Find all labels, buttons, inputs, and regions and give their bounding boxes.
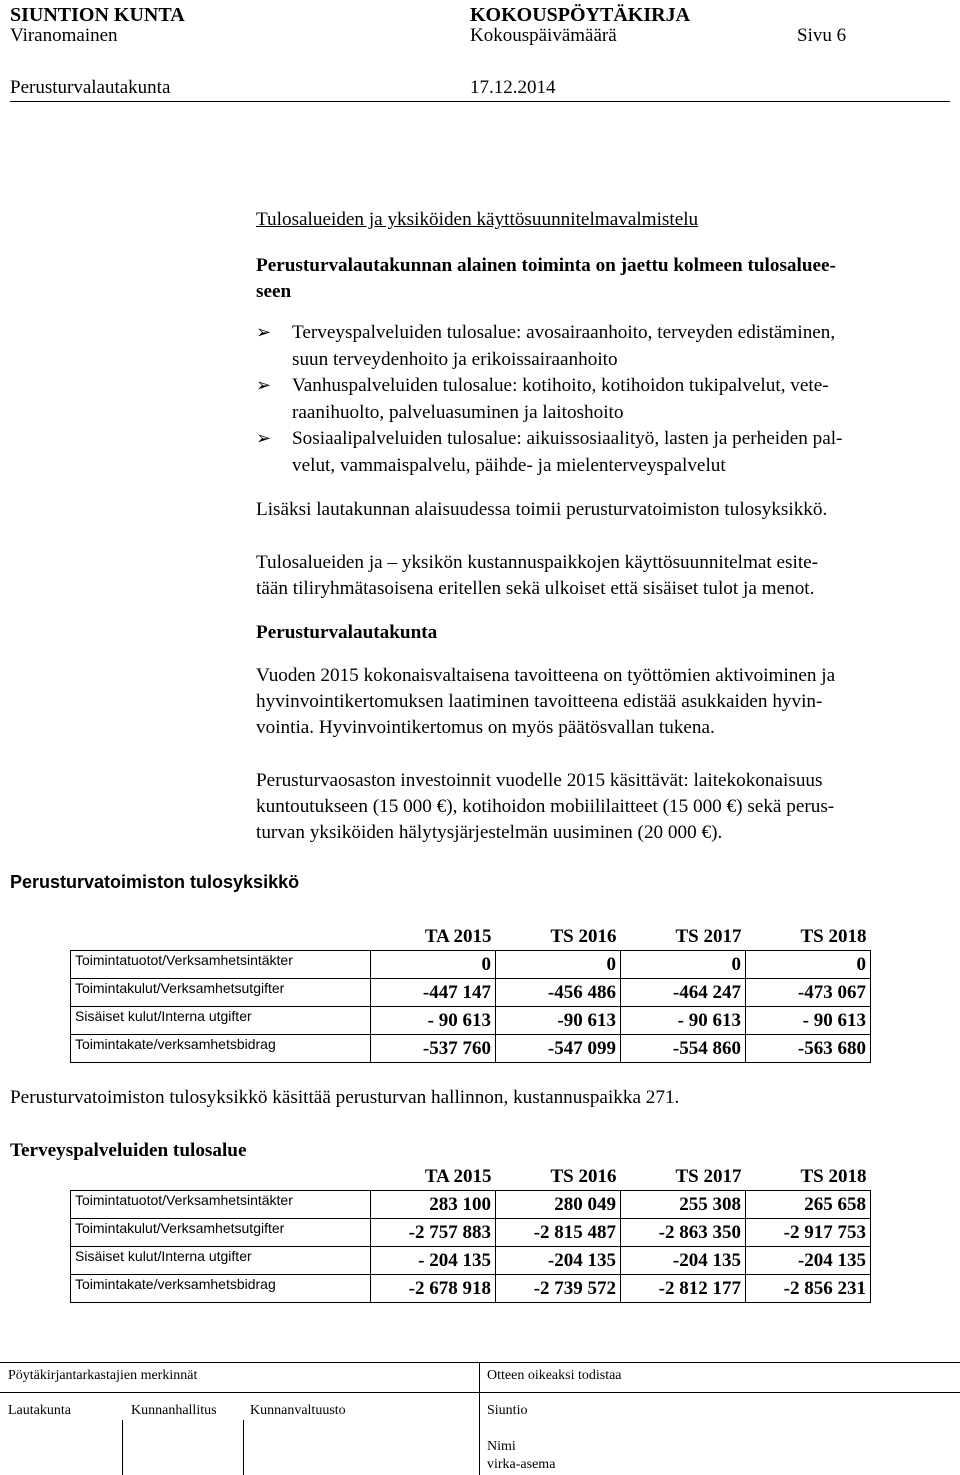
intro-bold-line-1: Perusturvalautakunnan alainen toiminta on jaettu kolmeen tulosaluee-: [256, 255, 836, 276]
table-cell: 283 100: [371, 1191, 496, 1219]
column-header: TS 2017: [675, 1166, 742, 1187]
column-header: TA 2015: [424, 1166, 492, 1187]
table-cell: -464 247: [621, 979, 746, 1007]
column-header: TS 2016: [550, 1166, 617, 1187]
table-cell: 265 658: [746, 1191, 871, 1219]
table-row: [71, 951, 871, 979]
table-cell: -2 739 572: [496, 1275, 621, 1303]
authority-label: Viranomainen: [10, 25, 118, 46]
table-cell: -2 917 753: [746, 1219, 871, 1247]
table-cell: -2 856 231: [746, 1275, 871, 1303]
table-cell: -2 757 883: [371, 1219, 496, 1247]
table-row: [71, 1035, 871, 1063]
row-label: Toimintatuotot/Verksamhetsintäkter: [71, 1191, 371, 1219]
para-invest-line-2: kuntoutukseen (15 000 €), kotihoidon mobiililaitteet (15 000 €) sekä perus-: [256, 796, 835, 817]
table-cell: -2 678 918: [371, 1275, 496, 1303]
bullet-line: Vanhuspalveluiden tulosalue: kotihoito, kotihoidon tukipalvelut, vete-: [292, 375, 829, 396]
meeting-date: 17.12.2014: [470, 77, 556, 98]
column-header: TS 2017: [675, 926, 742, 947]
table-cell: -204 135: [496, 1247, 621, 1275]
section-title: Tulosalueiden ja yksiköiden käyttösuunnitelmavalmistelu: [256, 209, 699, 230]
header-rule: [10, 101, 950, 102]
footer-lautakunta: Lautakunta: [8, 1403, 71, 1418]
table-cell: -447 147: [371, 979, 496, 1007]
bullet-line: raanihuolto, palveluasuminen ja laitoshoito: [292, 401, 624, 423]
arrow-bullet-icon: ➢: [256, 428, 272, 449]
table-cell: -2 863 350: [621, 1219, 746, 1247]
column-header: TA 2015: [424, 926, 492, 947]
date-label: Kokouspäivämäärä: [470, 25, 617, 46]
table-cell: -473 067: [746, 979, 871, 1007]
table-header-row: [71, 1164, 871, 1191]
footer-title-label: virka-asema: [487, 1457, 556, 1472]
table-cell: 0: [746, 951, 871, 979]
para-tulosalueet-line-2: tään tiliryhmätasoisena eritellen sekä ulkoiset että sisäiset tulot ja menot.: [256, 578, 815, 599]
footer-kunnanvaltuusto: Kunnanvaltuusto: [250, 1403, 346, 1418]
arrow-bullet-icon: ➢: [256, 322, 272, 343]
footer-name-label: Nimi: [487, 1439, 516, 1454]
intro-bold-line-2: seen: [256, 281, 292, 302]
table-cell: -456 486: [496, 979, 621, 1007]
table-row: [71, 979, 871, 1007]
table-cell: 0: [496, 951, 621, 979]
table-cell: -547 099: [496, 1035, 621, 1063]
row-label: Sisäiset kulut/Interna utgifter: [71, 1247, 371, 1275]
table-cell: -204 135: [621, 1247, 746, 1275]
para-lisaksi: Lisäksi lautakunnan alaisuudessa toimii perusturvatoimiston tulosyksikkö.: [256, 499, 828, 520]
para-tulosalueet-line-1: Tulosalueiden ja – yksikön kustannuspaikkojen käyttösuunnitelmat esite-: [256, 552, 819, 573]
table-cell: - 204 135: [371, 1247, 496, 1275]
table-cell: - 90 613: [746, 1007, 871, 1035]
column-header: TS 2018: [800, 926, 867, 947]
table-cell: -537 760: [371, 1035, 496, 1063]
para-invest-line-1: Perusturvaosaston investoinnit vuodelle 2015 käsittävät: laitekokonaisuus: [256, 770, 823, 791]
footer-divider: [479, 1362, 480, 1475]
table-cell: - 90 613: [371, 1007, 496, 1035]
table-cell: -2 812 177: [621, 1275, 746, 1303]
para-vuoden-line-1: Vuoden 2015 kokonaisvaltaisena tavoitteena on työttömien aktivoiminen ja: [256, 665, 836, 686]
row-label: Toimintakulut/Verksamhetsutgifter: [71, 979, 371, 1007]
doc-type: KOKOUSPÖYTÄKIRJA: [470, 4, 691, 26]
table-cell: 0: [371, 951, 496, 979]
footer-top-rule: [0, 1362, 960, 1363]
footer-col-divider-1: [122, 1420, 123, 1475]
para-vuoden-line-2: hyvinvointikertomuksen laatiminen tavoitteena edistää asukkaiden hyvin-: [256, 691, 823, 712]
footer-kunnanhallitus: Kunnanhallitus: [131, 1403, 217, 1418]
authority-name: Perusturvalautakunta: [10, 77, 171, 98]
table-cell: -204 135: [746, 1247, 871, 1275]
table-corner: [71, 924, 371, 951]
table-cell: 0: [621, 951, 746, 979]
table-header-row: [71, 924, 871, 951]
unit2-heading: Terveyspalveluiden tulosalue: [10, 1140, 247, 1161]
row-label: Toimintakate/verksamhetsbidrag: [71, 1275, 371, 1303]
bullet-line: Terveyspalveluiden tulosalue: avosairaanhoito, terveyden edistäminen,: [292, 322, 836, 343]
bullet-line: Sosiaalipalveluiden tulosalue: aikuissosiaalityö, lasten ja perheiden pal-: [292, 428, 843, 449]
table-cell: -2 815 487: [496, 1219, 621, 1247]
table-row: [71, 1191, 871, 1219]
subheading-perusturvalautakunta: Perusturvalautakunta: [256, 622, 438, 643]
bullet-line: suun terveydenhoito ja erikoissairaanhoito: [292, 348, 618, 370]
unit1-note: Perusturvatoimiston tulosyksikkö käsittää perusturvan hallinnon, kustannuspaikka 271.: [10, 1087, 680, 1108]
table-cell: -554 860: [621, 1035, 746, 1063]
table-row: [71, 1219, 871, 1247]
table-row: [71, 1275, 871, 1303]
table-row: [71, 1247, 871, 1275]
bullet-list: [256, 320, 842, 479]
column-header: TS 2016: [550, 926, 617, 947]
footer-place: Siuntio: [487, 1403, 528, 1418]
unit1-heading: Perusturvatoimiston tulosyksikkö: [10, 872, 300, 892]
row-label: Toimintakate/verksamhetsbidrag: [71, 1035, 371, 1063]
table-cell: -90 613: [496, 1007, 621, 1035]
table-cell: 255 308: [621, 1191, 746, 1219]
page-number: Sivu 6: [797, 25, 847, 46]
org-name: SIUNTION KUNTA: [10, 4, 185, 26]
arrow-bullet-icon: ➢: [256, 375, 272, 396]
bullet-line: velut, vammaispalvelu, päihde- ja mielenterveyspalvelut: [292, 454, 726, 476]
row-label: Sisäiset kulut/Interna utgifter: [71, 1007, 371, 1035]
footer-col-divider-2: [243, 1420, 244, 1475]
row-label: Toimintatuotot/Verksamhetsintäkter: [71, 951, 371, 979]
list-item: [256, 373, 842, 426]
list-item: [256, 320, 842, 373]
para-invest-line-3: turvan yksiköiden hälytysjärjestelmän uusiminen (20 000 €).: [256, 822, 723, 843]
footer-checkers-label: Pöytäkirjantarkastajien merkinnät: [8, 1368, 198, 1383]
table-cell: - 90 613: [621, 1007, 746, 1035]
footer-mid-rule: [0, 1392, 960, 1393]
unit1-budget-table: [70, 924, 871, 1063]
table-cell: -563 680: [746, 1035, 871, 1063]
footer-certified-label: Otteen oikeaksi todistaa: [487, 1368, 622, 1383]
unit2-budget-table: [70, 1164, 871, 1303]
column-header: TS 2018: [800, 1166, 867, 1187]
row-label: Toimintakulut/Verksamhetsutgifter: [71, 1219, 371, 1247]
table-corner: [71, 1164, 371, 1191]
para-vuoden-line-3: vointia. Hyvinvointikertomus on myös päätösvallan tukena.: [256, 717, 715, 738]
table-cell: 280 049: [496, 1191, 621, 1219]
list-item: [256, 426, 842, 479]
table-row: [71, 1007, 871, 1035]
